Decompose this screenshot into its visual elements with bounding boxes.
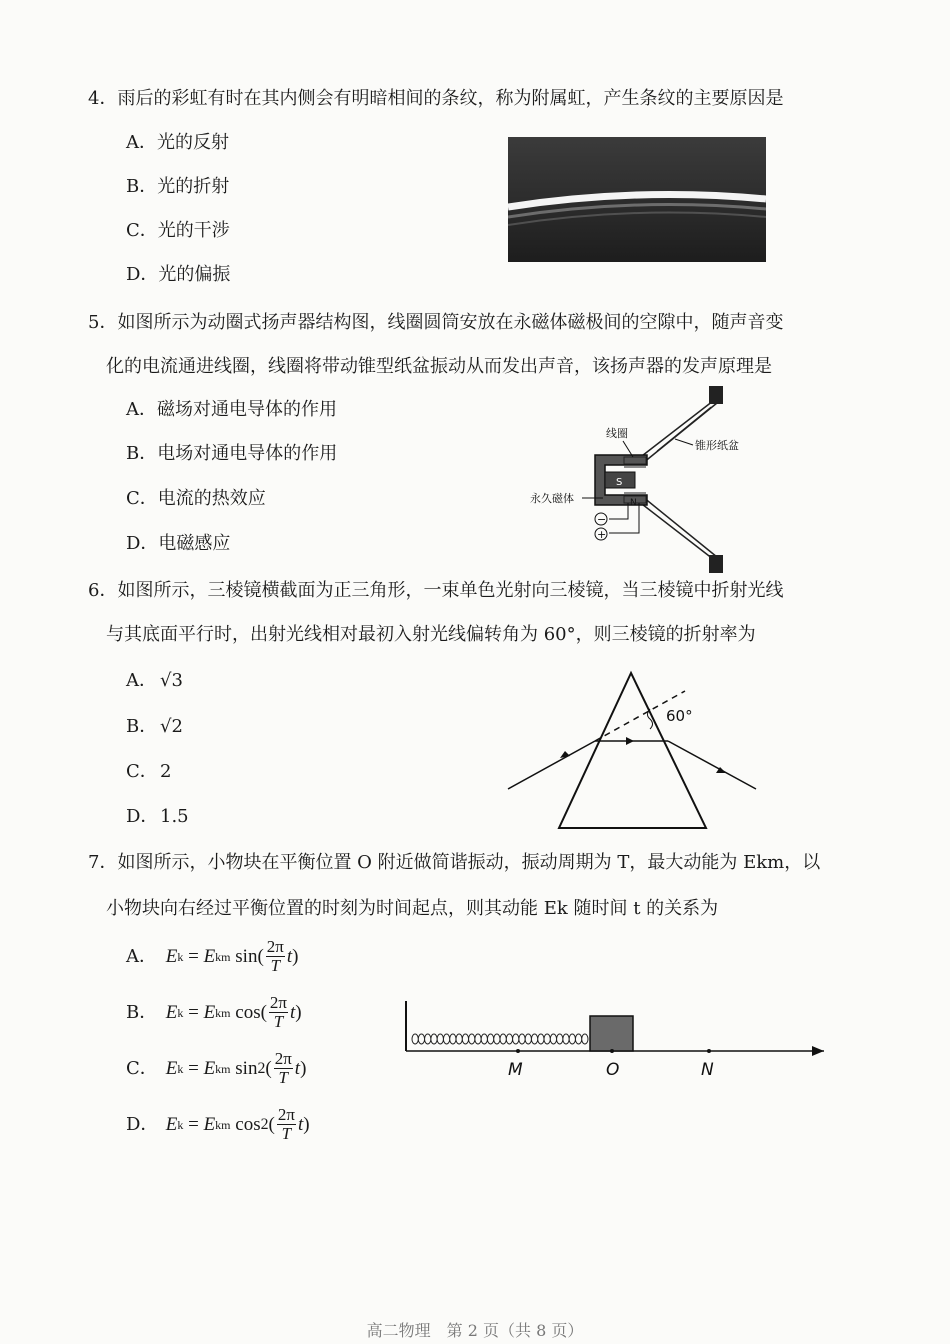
cone-top-edge [709,386,723,404]
emergent-ray [668,741,756,789]
svg-text:+: + [597,528,607,541]
q4-option-c: C．光的干涉 [126,220,230,241]
s-pole-label: S [616,477,623,488]
q7-option-c: C． E k = E km sin 2 ( $\frac{2\pi}{T}$ t ) [126,1049,307,1087]
q6-option-d: D．1.5 [126,806,189,827]
page-footer: 高二物理 第 2 页（共 8 页） [366,1321,584,1340]
q5-stem-line2: 化的电流通进线圈，线圈将带动锥型纸盆振动从而发出声音，该扬声器的发声原理是 [106,356,772,377]
q7-option-d: D． E k = E km cos 2 ( $\frac{2\pi}{T}$ t ) [126,1105,310,1143]
q7-option-a: A． E k = E km sin ( $\frac{2\pi}{T}$ t ) [126,937,299,975]
n-label: N [701,1060,714,1080]
point-n [707,1049,711,1053]
q5-option-b: B．电场对通电导体的作用 [126,443,338,464]
q6-option-c: C． 2 [126,761,172,782]
magnet-label: 永久磁体 [530,492,574,505]
q6-stem-line2: 与其底面平行时，出射光线相对最初入射光线偏转角为 60°，则三棱镜的折射率为 [106,624,756,645]
option-value: √3 [160,670,183,691]
q6-stem-line1: 6．如图所示，三棱镜横截面为正三角形，一束单色光射向三棱镜，当三棱镜中折射光线 [88,580,784,601]
q5-stem-line1: 5．如图所示为动圈式扬声器结构图，线圈圆筒安放在永磁体磁极间的空隙中，随声音变 [88,312,784,333]
incident-ray [508,741,595,789]
prism-diagram [500,665,770,835]
rainbow-photo [508,137,766,262]
q5-option-a: A．磁场对通电导体的作用 [126,399,337,420]
q7-option-b: B． E k = E km cos ( $\frac{2\pi}{T}$ t ) [126,993,302,1031]
option-value: √2 [160,716,183,737]
spring-oscillator-diagram [398,995,830,1085]
block [590,1016,633,1051]
q4-option-b: B．光的折射 [126,176,230,197]
option-value: 2 [160,761,172,782]
o-label: O [606,1060,620,1080]
svg-text:−: − [597,513,607,526]
speaker-diagram [525,383,745,578]
coil-label: 线圈 [606,427,628,440]
q7-stem-line1: 7．如图所示，小物块在平衡位置 O 附近做简谐振动，振动周期为 T，最大动能为 Ekm，以 [88,852,821,873]
q7-stem-line2: 小物块向右经过平衡位置的时刻为时间起点，则其动能 Ek 随时间 t 的关系为 [106,898,719,919]
q6-option-a: A． √3 [126,670,183,691]
q5-option-d: D．电磁感应 [126,533,231,554]
n-pole-label: N [630,498,637,508]
spring [412,1034,588,1044]
q6-option-b: B． √2 [126,716,183,737]
q4-option-a: A．光的反射 [126,132,229,153]
q4-option-d: D．光的偏振 [126,264,231,285]
m-label: M [508,1060,523,1080]
option-value: 1.5 [160,806,189,827]
angle-label: 60° [666,707,693,725]
point-o [610,1049,614,1053]
q4-stem: 4．雨后的彩虹有时在其内侧会有明暗相间的条纹，称为附属虹，产生条纹的主要原因是 [88,88,784,109]
point-m [516,1049,520,1053]
q5-option-c: C．电流的热效应 [126,488,266,509]
cone-label: 锥形纸盆 [695,439,739,452]
